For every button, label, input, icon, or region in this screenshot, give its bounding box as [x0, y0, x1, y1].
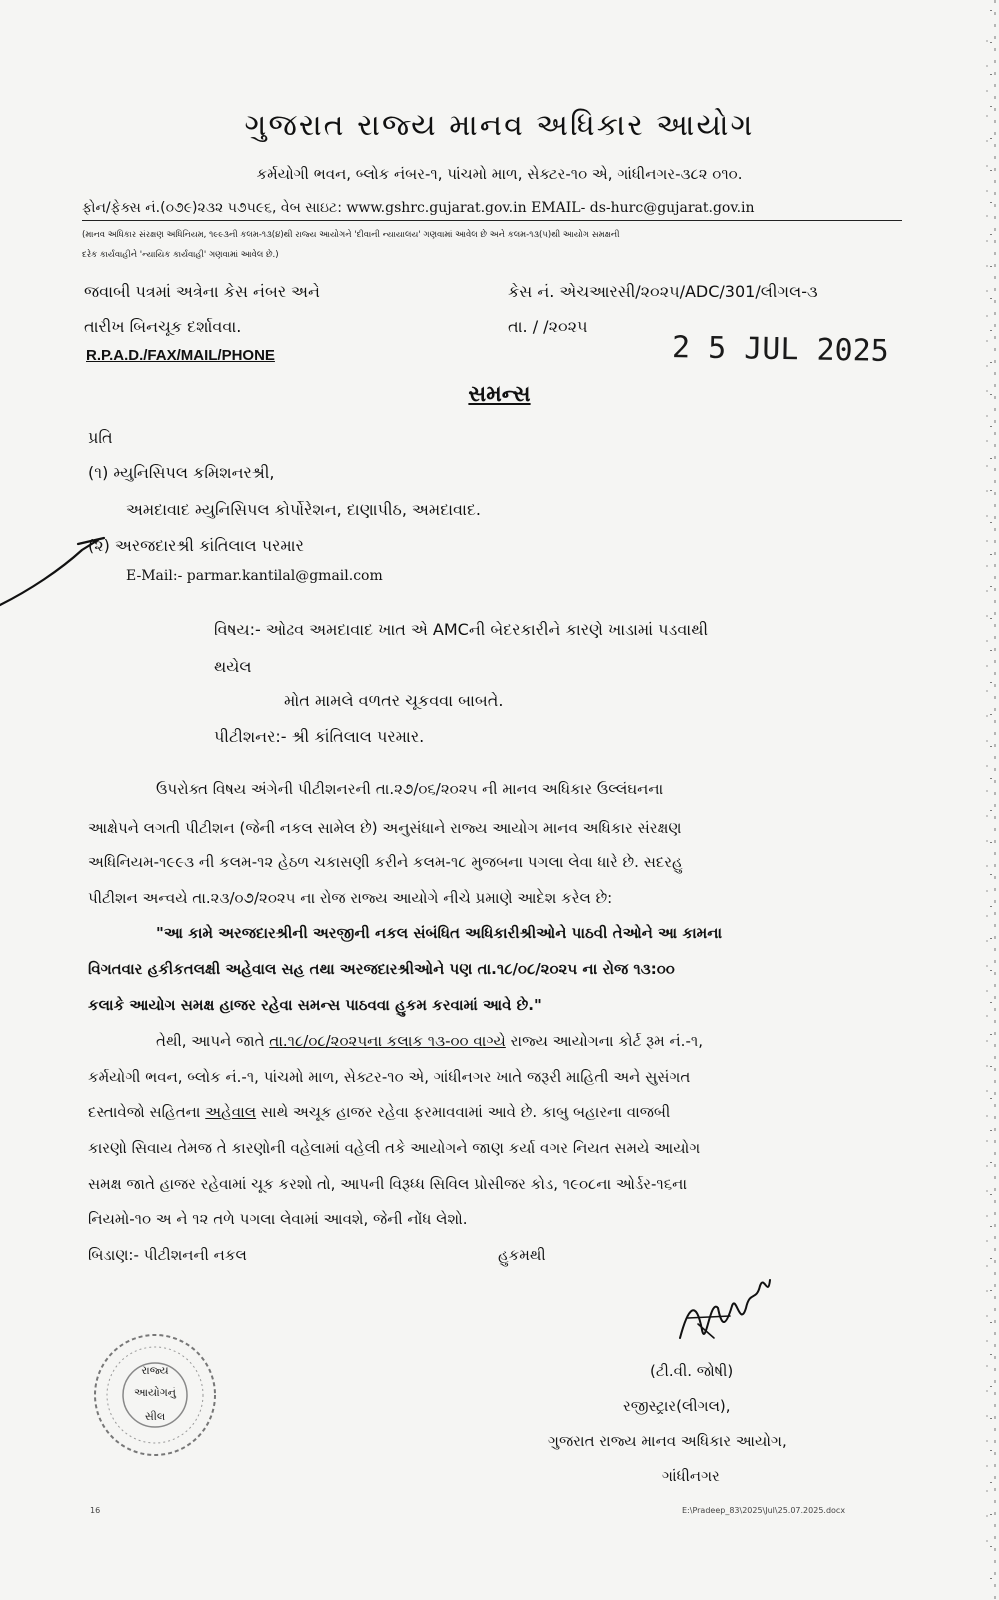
enclosure: બિડાણ:- પીટીશનની નકલ	[88, 1246, 247, 1264]
to-label: પ્રતિ	[88, 428, 113, 447]
body-p2-l3	[88, 1103, 670, 1121]
order-quote-l3: કલાકે આયોગ સમક્ષ હાજર રહેવા સમન્સ પાઠવવા હુકમ કરવામાં આવે છે."	[88, 996, 542, 1014]
date-label: તા. / /૨૦૨૫	[508, 317, 588, 336]
signatory-designation: રજીસ્ટ્રાર(લીગલ),	[623, 1397, 731, 1415]
recipient2-title: (૨) અરજદારશ્રી કાંતિલાલ પરમાર	[88, 536, 304, 555]
header-rule	[82, 220, 902, 221]
body-p1-l3: અધિનિયમ-૧૯૯૩ ની કલમ-૧૨ હેઠળ ચકાસણી કરીને કલમ-૧૮ મુજબના પગલા લેવા ધારે છે. સદરહુ	[88, 853, 683, 871]
file-path: E:\Pradeep_83\2025\Jul\25.07.2025.docx	[682, 1506, 846, 1515]
office-seal	[90, 1330, 220, 1460]
seal-line3: સીલ	[144, 1410, 166, 1423]
hearing-datetime: તા.૧૮/૦૮/૨૦૨૫ના કલાક ૧૩-૦૦ વાગ્યે	[269, 1032, 506, 1050]
signature	[670, 1268, 780, 1358]
office-address: કર્મયોગી ભવન, બ્લોક નંબર-૧, પાંચમો માળ, સેક્ટર-૧૦ એ, ગાંધીનગર-૩૮૨ ૦૧૦.	[256, 165, 743, 183]
office-title: ગુજરાત રાજ્ય માનવ અધિકાર આયોગ	[244, 108, 755, 143]
petitioner-line: પીટીશનર:- શ્રી કાંતિલાલ પરમાર.	[214, 727, 425, 746]
body-p2-l1-a: તેથી, આપને જાતે	[156, 1032, 270, 1050]
body-p2-l5: સમક્ષ જાતે હાજર રહેવામાં ચૂક કરશો તો, આપની વિરૂધ્ધ સિવિલ પ્રોસીજર કોડ, ૧૯૦૮ના ઓર્ડર-૧૬ના	[88, 1175, 688, 1193]
body-p1-l2: આક્ષેપને લગતી પીટીશન (જેની નકલ સામેલ છે) અનુસંધાને રાજ્ય આયોગ માનવ અધિકાર સંરક્ષણ	[88, 819, 682, 837]
page-number: 16	[90, 1506, 101, 1515]
body-p1-l1: ઉપરોક્ત વિષય અંગેની પીટીશનરની તા.૨૭/૦૬/૨૦૨૫ ની માનવ અધિકાર ઉલ્લંઘનના	[156, 780, 664, 798]
body-p2-l1-c: રાજ્ય આયોગના કોર્ટ રૂમ નં.-૧,	[505, 1032, 703, 1050]
recipient1-address: અમદાવાદ મ્યુનિસિપલ કોર્પોરેશન, દાણાપીઠ, અમદાવાદ.	[126, 500, 481, 519]
dispatch-mode: R.P.A.D./FAX/MAIL/PHONE	[86, 347, 275, 364]
scan-edge-noise	[975, 0, 999, 1600]
subject-line2: થયેલ	[214, 657, 252, 676]
case-number: કેસ નં. એચઆરસી/૨૦૨૫/ADC/301/લીગલ-૩	[508, 282, 818, 301]
order-quote-l1: "આ કામે અરજદારશ્રીની અરજીની નકલ સંબંધિત અધિકારીશ્રીઓને પાઠવી તેઓને આ કામના	[156, 924, 723, 942]
body-p2-l1	[156, 1032, 703, 1050]
reply-note-line1: જવાબી પત્રમાં અત્રેના કેસ નંબર અને	[84, 282, 320, 301]
seal-line2: આયોગનું	[134, 1386, 176, 1399]
body-p2-l6: નિયમો-૧૦ અ ને ૧૨ તળે પગલા લેવામાં આવશે, જેની નોંધ લેશો.	[88, 1210, 468, 1228]
reply-note-line2: તારીખ બિનચૂક દર્શાવવા.	[84, 317, 242, 336]
subject-line3: મોત મામલે વળતર ચૂકવવા બાબતે.	[284, 691, 504, 710]
order-quote-l2: વિગતવાર હકીકતલક્ષી અહેવાલ સહ તથા અરજદારશ્રીઓને પણ તા.૧૮/૦૮/૨૦૨૫ ના રોજ ૧૩:૦૦	[88, 960, 675, 978]
contact-phone: ફોન/ફેક્સ નં.(૦૭૯)૨૩૨ ૫૭૫૯૬, વેબ સાઇટ:	[82, 200, 342, 216]
body-p2-l3-a: દસ્તાવેજો સહિતના	[88, 1103, 206, 1121]
signatory-name: (ટી.વી. જોષી)	[650, 1362, 734, 1380]
body-p1-l4: પીટીશન અન્વયે તા.૨૩/૦૭/૨૦૨૫ ના રોજ રાજ્ય આયોગે નીચે પ્રમાણે આદેશ કરેલ છે:	[88, 889, 613, 907]
legal-note-line2: દરેક કાર્યવાહીને 'ન્યાયિક કાર્યવાહી' ગણવામાં આવેલ છે.)	[82, 250, 279, 260]
recipient1-title: (૧) મ્યુનિસિપલ કમિશનરશ્રી,	[88, 463, 275, 482]
date-stamp: 2 5 JUL 2025	[671, 330, 890, 369]
body-p2-l4: કારણો સિવાય તેમજ તે કારણોની વહેલામાં વહેલી તકે આયોગને જાણ કર્યા વગર નિયત સમયે આયોગ	[88, 1139, 701, 1157]
contact-web-email: www.gshrc.gujarat.gov.in EMAIL- ds-hurc@gujarat.gov.in	[346, 200, 755, 216]
signatory-place: ગાંધીનગર	[662, 1467, 720, 1485]
report-word: અહેવાલ	[205, 1103, 257, 1121]
signatory-org: ગુજરાત રાજ્ય માનવ અધિકાર આયોગ,	[548, 1432, 787, 1450]
body-p2-l3-c: સાથે અચૂક હાજર રહેવા ફરમાવવામાં આવે છે. કાબુ બહારના વાજબી	[256, 1103, 671, 1121]
seal-line1: રાજ્ય	[141, 1364, 169, 1377]
document-title: સમન્સ	[468, 382, 531, 407]
by-order: હુકમથી	[498, 1246, 546, 1264]
subject-line1: વિષય:- ઓઢવ અમદાવાદ ખાત એ AMCની બેદરકારીને કારણે ખાડામાં પડવાથી	[214, 620, 709, 639]
pen-mark	[0, 530, 120, 610]
recipient2-email: E-Mail:- parmar.kantilal@gmail.com	[126, 568, 383, 584]
legal-note-line1: (માનવ અધિકાર સંરક્ષણ અધિનિયમ, ૧૯૯૩ની કલમ-૧૩(૪)થી રાજ્ય આયોગને 'દીવાની ન્યાયાલય' ગણવામાં આવેલ છે અને કલમ-૧૩(૫)થી આયોગ સમક્ષની	[82, 230, 620, 240]
body-p2-l2: કર્મયોગી ભવન, બ્લોક નં.-૧, પાંચમો માળ, સેક્ટર-૧૦ એ, ગાંધીનગર ખાતે જરૂરી માહિતી અને સુસંગત	[88, 1068, 691, 1086]
office-contact	[82, 200, 755, 216]
